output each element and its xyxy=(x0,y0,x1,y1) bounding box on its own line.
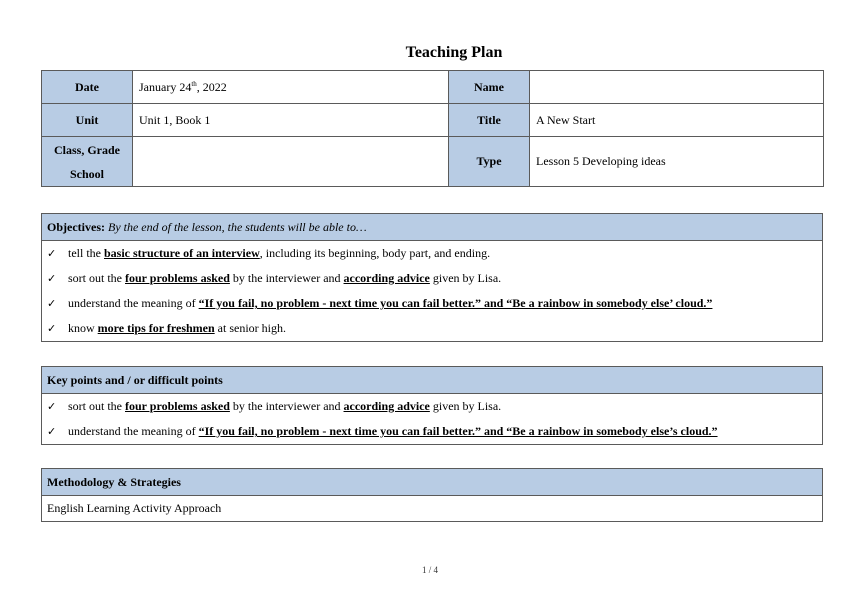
info-row-unit xyxy=(42,104,824,137)
page-number: 1 / 4 xyxy=(421,565,438,575)
objectives-heading: Objectives: By the end of the lesson, the students will be able to… xyxy=(42,214,822,241)
lesson-info-table xyxy=(41,70,824,187)
objective-item: ✓ understand the meaning of “If you fail, no problem - next time you can fail better.” and “Be a rainbow in somebody else’ cloud.” xyxy=(42,291,822,316)
title-label: Title xyxy=(449,104,530,137)
check-icon: ✓ xyxy=(47,247,57,260)
objective-item: ✓ sort out the four problems asked by the interviewer and according advice given by Lisa. xyxy=(42,266,822,291)
name-label: Name xyxy=(449,71,530,104)
type-value: Lesson 5 Developing ideas xyxy=(530,137,824,187)
class-value xyxy=(133,137,449,187)
info-row-class xyxy=(42,137,824,187)
methodology-heading: Methodology & Strategies xyxy=(42,469,822,496)
date-value: January 24th, 2022 xyxy=(133,71,449,104)
document-title: Teaching Plan xyxy=(405,44,503,61)
key-points-section xyxy=(41,366,823,445)
check-icon: ✓ xyxy=(47,425,57,438)
key-point-item: ✓ understand the meaning of “If you fail, no problem - next time you can fail better.” and “Be a rainbow in somebody else’s cloud.” xyxy=(42,419,822,444)
class-grade-school-label: Class, Grade School xyxy=(42,137,133,187)
title-value: A New Start xyxy=(530,104,824,137)
name-value xyxy=(530,71,824,104)
check-icon: ✓ xyxy=(47,322,57,335)
info-row-date xyxy=(42,71,824,104)
date-label: Date xyxy=(42,71,133,104)
unit-value: Unit 1, Book 1 xyxy=(133,104,449,137)
key-points-heading: Key points and / or difficult points xyxy=(42,367,822,394)
objectives-section xyxy=(41,213,823,342)
objective-item: ✓ know more tips for freshmen at senior high. xyxy=(42,316,822,341)
methodology-value: English Learning Activity Approach xyxy=(47,501,222,515)
key-point-item: ✓ sort out the four problems asked by the interviewer and according advice given by Lisa. xyxy=(42,394,822,419)
check-icon: ✓ xyxy=(47,400,57,413)
check-icon: ✓ xyxy=(47,297,57,310)
type-label: Type xyxy=(449,137,530,187)
unit-label: Unit xyxy=(42,104,133,137)
objective-item: ✓ tell the basic structure of an interview, including its beginning, body part, and ending. xyxy=(42,241,822,266)
methodology-section xyxy=(41,468,823,522)
check-icon: ✓ xyxy=(47,272,57,285)
